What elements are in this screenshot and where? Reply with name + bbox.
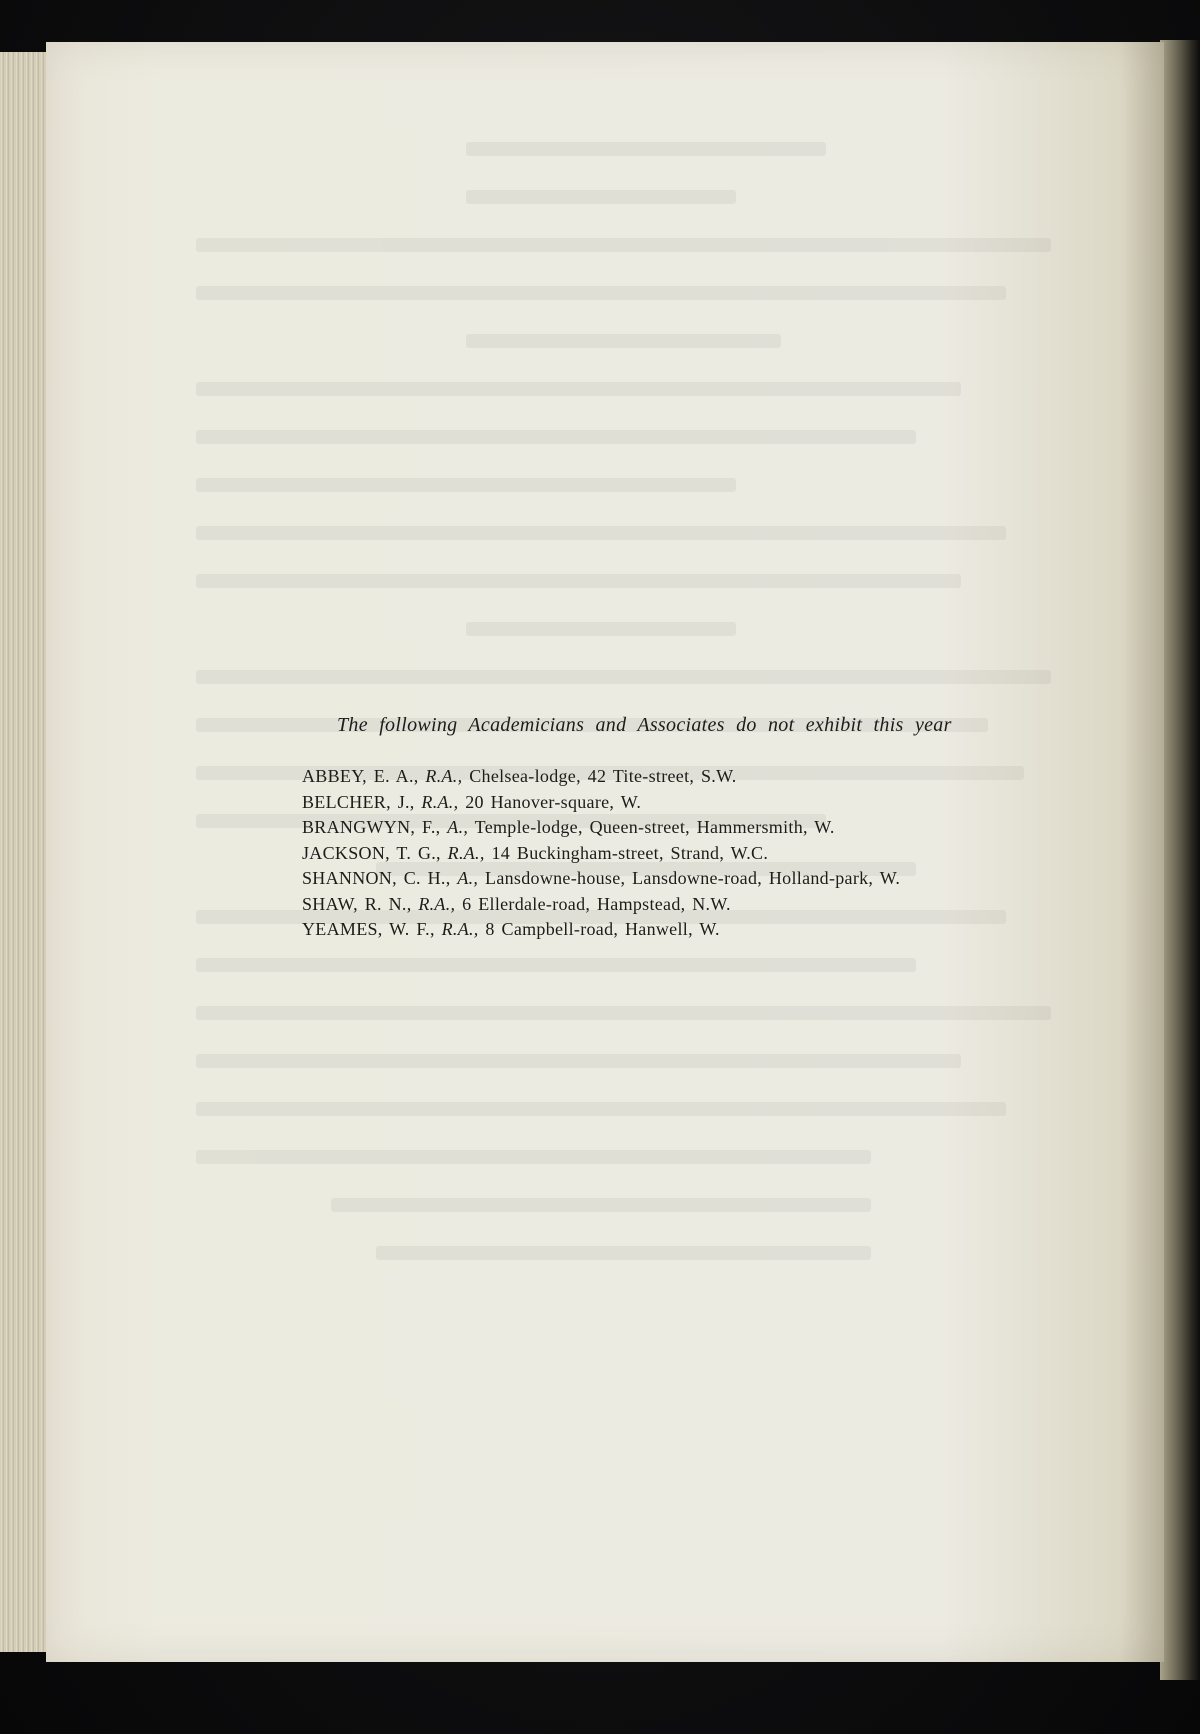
member-name: JACKSON, T. G., <box>302 842 441 863</box>
page-stack-edge <box>0 52 49 1652</box>
member-address: 6 Ellerdale-road, Hampstead, N.W. <box>462 893 731 914</box>
member-address: 8 Campbell-road, Hanwell, W. <box>485 919 720 939</box>
member-title: R.A., <box>421 791 459 812</box>
member-name: YEAMES, W. F., <box>302 919 435 939</box>
member-title: R.A., <box>441 919 479 939</box>
member-name: SHAW, R. N., <box>302 893 412 914</box>
member-title: A., <box>447 817 469 837</box>
section-heading: The following Academicians and Associates do not exhibit this year <box>337 714 952 736</box>
book-binding-shadow <box>1160 40 1200 1680</box>
member-name: BRANGWYN, F., <box>302 817 441 837</box>
list-item <box>302 841 900 867</box>
member-title: R.A., <box>425 766 463 786</box>
member-name: SHANNON, C. H., <box>302 868 451 888</box>
member-title: A., <box>457 868 479 888</box>
list-item <box>302 866 900 892</box>
member-list <box>302 764 900 943</box>
member-name: ABBEY, E. A., <box>302 766 419 786</box>
member-address: Temple-lodge, Queen-street, Hammersmith, W. <box>474 817 835 837</box>
list-item <box>302 790 900 816</box>
list-item <box>302 815 900 841</box>
list-item <box>302 764 900 790</box>
member-title: R.A., <box>418 893 456 914</box>
member-address: 14 Buckingham-street, Strand, W.C. <box>491 842 769 863</box>
member-name: BELCHER, J., <box>302 791 415 812</box>
list-item <box>302 917 900 943</box>
member-title: R.A., <box>447 842 485 863</box>
member-address: Chelsea-lodge, 42 Tite-street, S.W. <box>469 766 737 786</box>
member-address: 20 Hanover-square, W. <box>465 791 642 812</box>
list-item <box>302 892 900 918</box>
member-address: Lansdowne-house, Lansdowne-road, Holland-park, W. <box>485 868 901 888</box>
